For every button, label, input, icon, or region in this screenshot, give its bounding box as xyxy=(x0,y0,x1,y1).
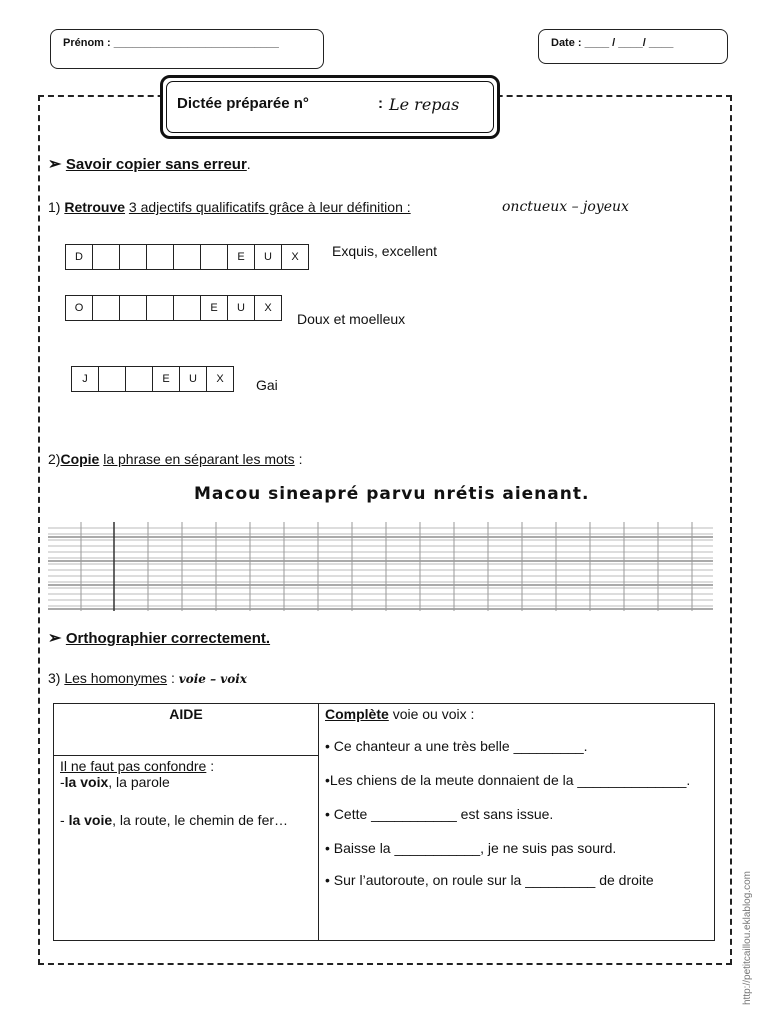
grid-cell[interactable]: U xyxy=(227,295,255,321)
q2-text: la phrase en séparant les mots xyxy=(103,451,295,467)
date-box xyxy=(538,29,728,64)
word-grid-1 xyxy=(66,244,309,270)
q1-text: 3 adjectifs qualificatifs grâce à leur définition : xyxy=(128,199,411,215)
q2-verb: Copie xyxy=(60,451,100,467)
complete-colon: : xyxy=(466,706,475,722)
voix-dash: - xyxy=(60,773,65,790)
grid-cell[interactable]: O xyxy=(65,295,93,321)
q3-number: 3) xyxy=(48,670,61,686)
word-grid-2 xyxy=(66,295,282,321)
q1-number: 1) xyxy=(48,199,61,215)
arrow-icon: ➢ xyxy=(48,630,62,647)
firstname-box xyxy=(50,29,324,69)
q2-colon: : xyxy=(298,451,303,467)
aide-intro: Il ne faut pas confondre xyxy=(60,757,207,774)
grid-cell[interactable] xyxy=(125,366,153,392)
grid-cell[interactable]: E xyxy=(200,295,228,321)
aide-intro-colon: : xyxy=(206,757,215,774)
definition-1: Exquis, excellent xyxy=(332,243,438,259)
grid-cell[interactable] xyxy=(173,295,201,321)
title-colon: : xyxy=(378,95,383,112)
firstname-label: Prénom : ___________________________ xyxy=(63,37,279,49)
voie-dash: - xyxy=(60,811,69,828)
word-grid-3 xyxy=(72,366,234,392)
date-label: Date : ____ / ____/ ____ xyxy=(551,37,674,49)
voie-definition: , la route, le chemin de fer… xyxy=(112,811,289,828)
q1-hint: onctueux – joyeux xyxy=(502,199,629,215)
voix-definition: , la parole xyxy=(108,773,170,790)
grid-cell[interactable] xyxy=(98,366,126,392)
complete-column xyxy=(319,704,715,941)
section-copy-title: Savoir copier sans erreur xyxy=(65,156,247,173)
grid-cell[interactable] xyxy=(92,244,120,270)
q3-label: Les homonymes xyxy=(64,670,168,686)
grid-cell[interactable]: E xyxy=(152,366,180,392)
definition-3: Gai xyxy=(256,377,278,393)
grid-cell[interactable] xyxy=(146,295,174,321)
q2-phrase: Macou sineapré parvu nrétis aienant. xyxy=(194,484,590,504)
grid-cell[interactable]: X xyxy=(254,295,282,321)
section-spelling-title: Orthographier correctement. xyxy=(65,630,271,647)
grid-cell[interactable]: E xyxy=(227,244,255,270)
complete-text: voie ou voix xyxy=(392,706,467,722)
q3-instruction xyxy=(48,670,247,686)
watermark: http://petitcaillou.eklablog.com xyxy=(742,871,753,1005)
q2-number: 2) xyxy=(48,451,61,467)
sentence-4[interactable]: • Baisse la ___________, je ne suis pas sourd. xyxy=(325,840,617,856)
aide-body xyxy=(54,755,319,940)
grid-cell[interactable] xyxy=(146,244,174,270)
title-box xyxy=(160,75,500,139)
sentence-3[interactable]: • Cette ___________ est sans issue. xyxy=(325,806,554,822)
grid-cell[interactable] xyxy=(200,244,228,270)
section-spelling-heading xyxy=(48,628,270,648)
sentence-1[interactable]: • Ce chanteur a une très belle _________. xyxy=(325,738,588,754)
title-script: Le repas xyxy=(389,95,460,114)
q3-hint: voie – voix xyxy=(178,672,247,686)
voie-term: la voie xyxy=(68,811,113,828)
sentence-2[interactable]: •Les chiens de la meute donnaient de la ______________. xyxy=(325,772,691,788)
sentence-5[interactable]: • Sur l’autoroute, on roule sur la _________ de droite xyxy=(325,872,654,888)
grid-cell[interactable]: J xyxy=(71,366,99,392)
section-copy-dot: . xyxy=(246,156,251,172)
q2-instruction xyxy=(48,451,302,467)
complete-verb: Complète xyxy=(325,706,389,722)
grid-cell[interactable] xyxy=(119,244,147,270)
arrow-icon: ➢ xyxy=(48,156,62,173)
aide-header: AIDE xyxy=(54,704,319,756)
grid-cell[interactable]: D xyxy=(65,244,93,270)
title-main: Dictée préparée n° xyxy=(177,95,309,112)
grid-cell[interactable]: X xyxy=(206,366,234,392)
grid-cell[interactable]: X xyxy=(281,244,309,270)
grid-cell[interactable] xyxy=(92,295,120,321)
section-copy-heading xyxy=(48,154,251,174)
grid-cell[interactable] xyxy=(173,244,201,270)
grid-cell[interactable]: U xyxy=(179,366,207,392)
q1-instruction xyxy=(48,199,411,215)
q3-colon: : xyxy=(170,670,175,686)
q1-verb: Retrouve xyxy=(64,199,126,215)
writing-lines xyxy=(48,522,713,611)
definition-2: Doux et moelleux xyxy=(297,311,406,327)
aide-table xyxy=(53,703,715,941)
grid-cell[interactable] xyxy=(119,295,147,321)
grid-cell[interactable]: U xyxy=(254,244,282,270)
voix-term: la voix xyxy=(64,773,109,790)
